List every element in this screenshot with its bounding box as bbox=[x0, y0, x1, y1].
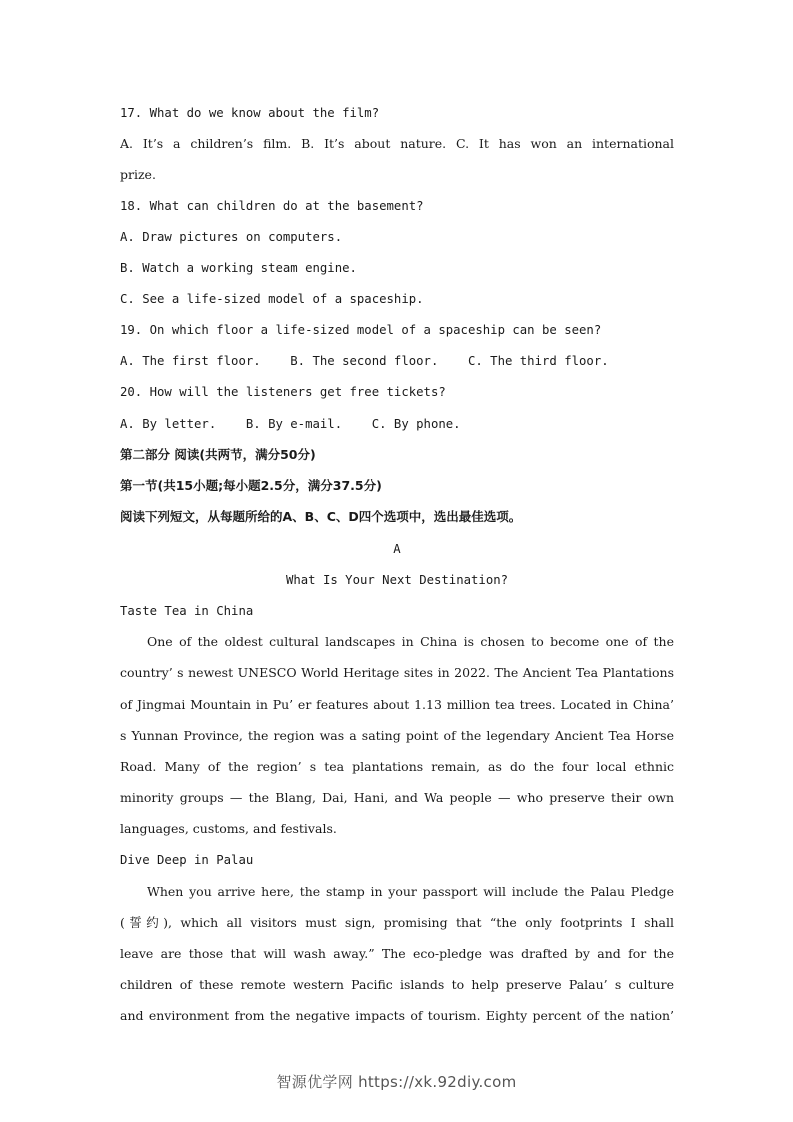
paragraph-line: children of these remote western Pacific islands to help preserve Palau’ s culture bbox=[120, 977, 674, 992]
question-17-options-cont: prize. bbox=[120, 167, 156, 182]
paragraph-line: One of the oldest cultural landscapes in China is chosen to become one of the bbox=[147, 634, 674, 649]
question-17-stem: 17. What do we know about the film? bbox=[120, 106, 380, 120]
question-18-stem: 18. What can children do at the basement? bbox=[120, 199, 424, 213]
question-20-stem: 20. How will the listeners get free tickets? bbox=[120, 385, 446, 399]
question-18-option-c: C. See a life-sized model of a spaceship. bbox=[120, 292, 424, 306]
china-section-heading: Taste Tea in China bbox=[120, 604, 254, 618]
passage-label: A bbox=[393, 542, 401, 556]
question-18-option-a: A. Draw pictures on computers. bbox=[120, 230, 343, 244]
passage-title: What Is Your Next Destination? bbox=[285, 573, 509, 587]
question-18-option-b: B. Watch a working steam engine. bbox=[120, 261, 357, 275]
question-19-options: A. The first floor. B. The second floor. C. The third floor. bbox=[120, 354, 609, 368]
paragraph-line: languages, customs, and festivals. bbox=[120, 821, 337, 836]
question-17-options: A. It’s a children’s film. B. It’s about nature. C. It has won an international bbox=[120, 136, 674, 151]
question-20-options: A. By letter. B. By e-mail. C. By phone. bbox=[120, 417, 461, 431]
question-19-stem: 19. On which floor a life-sized model of a spaceship can be seen? bbox=[120, 323, 602, 337]
footer-watermark: 智源优学网 https://xk.92diy.com bbox=[276, 1073, 517, 1091]
paragraph-line: minority groups — the Blang, Dai, Hani, and Wa people — who preserve their own bbox=[120, 790, 674, 805]
paragraph-line: country’ s newest UNESCO World Heritage sites in 2022. The Ancient Tea Plantations bbox=[120, 665, 674, 680]
palau-section-heading: Dive Deep in Palau bbox=[120, 853, 254, 867]
paragraph-line: When you arrive here, the stamp in your passport will include the Palau Pledge bbox=[147, 884, 674, 899]
paragraph-line: leave are those that will wash away.” The eco-pledge was drafted by and for the bbox=[120, 946, 674, 961]
part-two-heading: 第二部分 阅读(共两节，满分50分) bbox=[120, 447, 316, 462]
reading-instructions: 阅读下列短文，从每题所给的A、B、C、D四个选项中，选出最佳选项。 bbox=[120, 509, 522, 524]
paragraph-line: s Yunnan Province, the region was a sating point of the legendary Ancient Tea Horse bbox=[120, 728, 674, 743]
section-one-heading: 第一节(共15小题;每小题2.5分，满分37.5分) bbox=[120, 478, 382, 493]
paragraph-line: and environment from the negative impacts of tourism. Eighty percent of the nation’ bbox=[120, 1008, 674, 1023]
paragraph-line: of Jingmai Mountain in Pu’ er features about 1.13 million tea trees. Located in China’ bbox=[120, 697, 674, 712]
paragraph-line: Road. Many of the region’ s tea plantations remain, as do the four local ethnic bbox=[120, 759, 674, 774]
paragraph-line: (誓约), which all visitors must sign, promising that “the only footprints I shall bbox=[120, 915, 674, 930]
